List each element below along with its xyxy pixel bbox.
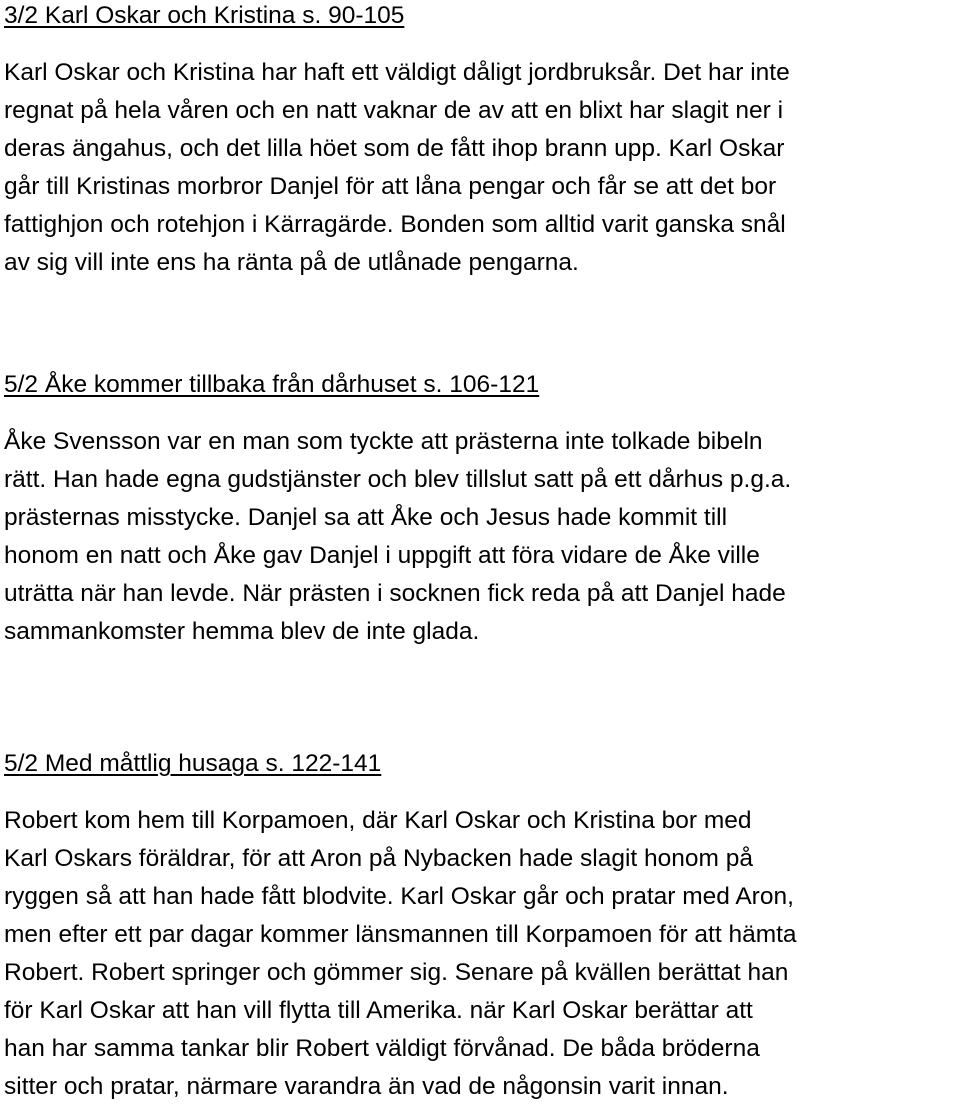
paragraph-line: rätt. Han hade egna gudstjänster och blev tillslut satt på ett dårhus p.g.a. [4,466,792,493]
paragraph-line: Åke Svensson var en man som tyckte att prästerna inte tolkade bibeln [4,428,763,455]
paragraph-line: Robert kom hem till Korpamoen, där Karl Oskar och Kristina bor med [4,807,752,834]
paragraph-line: av sig vill inte ens ha ränta på de utlånade pengarna. [4,249,579,276]
paragraph-line: fattighjon och rotehjon i Kärragärde. Bonden som alltid varit ganska snål [4,211,786,238]
section-heading-2: 5/2 Åke kommer tillbaka från dårhuset s. 106-121 [4,371,540,398]
paragraph-line: Karl Oskars föräldrar, för att Aron på Nybacken hade slagit honom på [4,845,754,872]
paragraph-line: men efter ett par dagar kommer länsmannen till Korpamoen för att hämta [4,921,797,948]
paragraph-line: uträtta när han levde. När prästen i socknen fick reda på att Danjel hade [4,580,786,607]
paragraph-line: honom en natt och Åke gav Danjel i uppgift att föra vidare de Åke ville [4,542,760,569]
section-paragraph-3 [4,802,956,1106]
paragraph-line: Karl Oskar och Kristina har haft ett väldigt dåligt jordbruksår. Det har inte [4,59,790,86]
paragraph-line: regnat på hela våren och en natt vaknar de av att en blixt har slagit ner i [4,97,784,124]
paragraph-line: sitter och pratar, närmare varandra än vad de någonsin varit innan. [4,1073,729,1100]
paragraph-line: för Karl Oskar att han vill flytta till Amerika. när Karl Oskar berättar att [4,997,753,1024]
paragraph-line: han har samma tankar blir Robert väldigt förvånad. De båda bröderna [4,1035,760,1062]
section-heading-1: 3/2 Karl Oskar och Kristina s. 90-105 [4,2,405,29]
paragraph-line: Robert. Robert springer och gömmer sig. Senare på kvällen berättat han [4,959,789,986]
section-paragraph-1 [4,54,956,282]
paragraph-line: sammankomster hemma blev de inte glada. [4,618,480,645]
paragraph-line: går till Kristinas morbror Danjel för att låna pengar och får se att det bor [4,173,777,200]
paragraph-line: ryggen så att han hade fått blodvite. Karl Oskar går och pratar med Aron, [4,883,794,910]
paragraph-line: prästernas misstycke. Danjel sa att Åke och Jesus hade kommit till [4,504,728,531]
section-paragraph-2 [4,423,956,651]
paragraph-line: deras ängahus, och det lilla höet som de fått ihop brann upp. Karl Oskar [4,135,785,162]
section-heading-3: 5/2 Med måttlig husaga s. 122-141 [4,750,382,777]
